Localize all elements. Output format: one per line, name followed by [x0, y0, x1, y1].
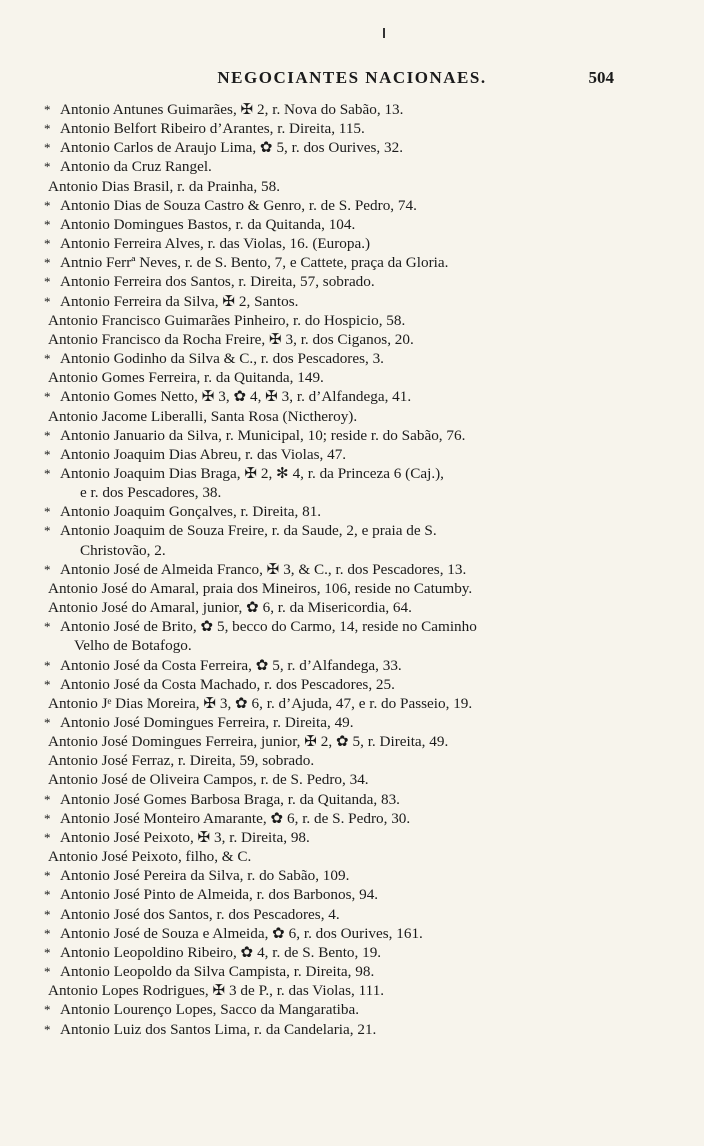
directory-entry	[48, 330, 628, 349]
directory-entry	[44, 905, 628, 924]
entry-text: Antonio José Peixoto, filho, & C.	[48, 848, 252, 866]
entry-text: Antonio Dias de Souza Castro & Genro, r. de S. Pedro, 74.	[60, 196, 417, 214]
entry-text: Antonio Lourenço Lopes, Sacco da Mangaratiba.	[60, 1001, 360, 1019]
entry-text: Antonio da Cruz Rangel.	[60, 158, 212, 176]
directory-entry	[48, 847, 628, 866]
member-star-icon: *	[44, 255, 51, 271]
member-star-icon: *	[44, 964, 51, 980]
entry-continuation: e r. dos Pescadores, 38.	[80, 484, 222, 502]
member-star-icon: *	[44, 829, 51, 845]
entry-text: Antonio Jacome Liberalli, Santa Rosa (Nictheroy).	[48, 407, 358, 425]
entry-text: Antonio José da Costa Ferreira, ✿ 5, r. d’Alfandega, 33.	[60, 656, 402, 674]
page-header	[0, 68, 704, 92]
entry-text: Antonio José do Amaral, praia dos Mineiros, 106, reside no Catumby.	[48, 579, 473, 597]
directory-entry	[44, 292, 628, 311]
entry-text: Antonio Januario da Silva, r. Municipal, 10; reside r. do Sabão, 76.	[60, 426, 466, 444]
member-star-icon: *	[44, 944, 51, 960]
directory-entry	[44, 157, 628, 176]
member-star-icon: *	[44, 619, 51, 635]
directory-entry	[48, 311, 628, 330]
member-star-icon: *	[44, 121, 51, 137]
directory-entry	[44, 713, 628, 732]
directory-entry	[48, 694, 628, 713]
directory-entry	[44, 885, 628, 904]
directory-entry	[44, 272, 628, 291]
member-star-icon: *	[44, 351, 51, 367]
directory-entry	[44, 866, 628, 885]
entry-text: Antonio Gomes Ferreira, r. da Quitanda, 149.	[48, 369, 324, 387]
directory-entry	[44, 119, 628, 138]
entry-text: Antonio Joaquim Dias Abreu, r. das Violas, 47.	[60, 445, 347, 463]
directory-entry	[44, 521, 628, 540]
directory-entry	[44, 560, 628, 579]
entry-text: Antonio José Pinto de Almeida, r. dos Barbonos, 94.	[60, 886, 379, 904]
member-star-icon: *	[44, 504, 51, 520]
member-star-icon: *	[44, 427, 51, 443]
entry-text: Antonio Godinho da Silva & C., r. dos Pescadores, 3.	[60, 350, 384, 368]
directory-entry	[44, 1000, 628, 1019]
entry-text: Antonio Domingues Bastos, r. da Quitanda, 104.	[60, 215, 356, 233]
page-number: 504	[588, 68, 614, 87]
directory-entry	[44, 445, 628, 464]
member-star-icon: *	[44, 791, 51, 807]
entry-text: Antonio Leopoldo da Silva Campista, r. Direita, 98.	[60, 963, 375, 981]
entry-text: Antonio Gomes Netto, ✠ 3, ✿ 4, ✠ 3, r. d’Alfandega, 41.	[60, 388, 412, 406]
member-star-icon: *	[44, 887, 51, 903]
entry-text: Antonio Dias Brasil, r. da Prainha, 58.	[48, 177, 281, 195]
entry-text: Antonio José Peixoto, ✠ 3, r. Direita, 98.	[60, 828, 310, 846]
directory-entry	[44, 790, 628, 809]
member-star-icon: *	[44, 197, 51, 213]
entry-text: Antonio Ferreira da Silva, ✠ 2, Santos.	[60, 292, 299, 310]
directory-entry	[44, 138, 628, 157]
member-star-icon: *	[44, 868, 51, 884]
entry-text: Antonio José Gomes Barbosa Braga, r. da Quitanda, 83.	[60, 790, 400, 808]
entry-continuation: Christovão, 2.	[80, 541, 166, 559]
member-star-icon: *	[44, 465, 51, 481]
member-star-icon: *	[44, 1002, 51, 1018]
member-star-icon: *	[44, 102, 51, 117]
member-star-icon: *	[44, 446, 51, 462]
directory-entry	[44, 962, 628, 981]
directory-entry	[44, 656, 628, 675]
member-star-icon: *	[44, 925, 51, 941]
entry-text: Antonio José Monteiro Amarante, ✿ 6, r. de S. Pedro, 30.	[60, 809, 411, 827]
entry-text: Antonio Antunes Guimarães, ✠ 2, r. Nova do Sabão, 13.	[60, 101, 404, 118]
entry-text: Antonio José do Amaral, junior, ✿ 6, r. da Misericordia, 64.	[48, 599, 412, 617]
page-mark	[383, 28, 385, 38]
directory-entry	[44, 215, 628, 234]
entry-text: Antonio Carlos de Araujo Lima, ✿ 5, r. dos Ourives, 32.	[60, 139, 404, 157]
directory-entry	[44, 387, 628, 406]
directory-entry	[48, 598, 628, 617]
entry-text: Antonio Joaquim Dias Braga, ✠ 2, ✻ 4, r. da Princeza 6 (Caj.),	[60, 464, 444, 482]
directory-entry	[44, 196, 628, 215]
directory-entry	[44, 809, 628, 828]
entry-text: Antonio Luiz dos Santos Lima, r. da Candelaria, 21.	[60, 1020, 377, 1038]
member-star-icon: *	[44, 676, 51, 692]
member-star-icon: *	[44, 389, 51, 405]
entry-text: Antonio Lopes Rodrigues, ✠ 3 de P., r. das Violas, 111.	[48, 982, 385, 1000]
directory-entry	[44, 675, 628, 694]
directory-entry	[44, 100, 628, 119]
directory-entry	[48, 177, 628, 196]
directory-entry	[44, 943, 628, 962]
page-title: NEGOCIANTES NACIONAES.	[217, 68, 487, 87]
member-star-icon: *	[44, 216, 51, 232]
entry-text: Antonio Jᵉ Dias Moreira, ✠ 3, ✿ 6, r. d’Ajuda, 47, e r. do Passeio, 19.	[48, 694, 473, 712]
entry-text: Antonio José de Souza e Almeida, ✿ 6, r. dos Ourives, 161.	[60, 924, 423, 942]
entry-text: Antonio José de Brito, ✿ 5, becco do Carmo, 14, reside no Caminho	[60, 618, 477, 636]
entry-text: Antonio José dos Santos, r. dos Pescadores, 4.	[60, 905, 340, 923]
directory-entry	[48, 407, 628, 426]
entry-text: Antonio José de Oliveira Campos, r. de S. Pedro, 34.	[48, 771, 369, 789]
directory-list	[44, 100, 628, 1039]
entry-text: Antonio Francisco Guimarães Pinheiro, r. do Hospicio, 58.	[48, 311, 406, 329]
directory-entry	[48, 770, 628, 789]
member-star-icon: *	[44, 523, 51, 539]
entry-text: Antonio José de Almeida Franco, ✠ 3, & C., r. dos Pescadores, 13.	[60, 560, 467, 578]
entry-text: Antonio José Pereira da Silva, r. do Sabão, 109.	[60, 867, 350, 885]
member-star-icon: *	[44, 274, 51, 290]
member-star-icon: *	[44, 906, 51, 922]
member-star-icon: *	[44, 159, 51, 175]
directory-entry	[44, 253, 628, 272]
member-star-icon: *	[44, 1021, 51, 1037]
member-star-icon: *	[44, 140, 51, 156]
entry-continuation: Velho de Botafogo.	[74, 637, 192, 655]
directory-entry	[44, 349, 628, 368]
directory-entry	[44, 1020, 628, 1039]
member-star-icon: *	[44, 236, 51, 252]
directory-entry	[44, 234, 628, 253]
entry-text: Antonio José da Costa Machado, r. dos Pescadores, 25.	[60, 675, 395, 693]
member-star-icon: *	[44, 293, 51, 309]
member-star-icon: *	[44, 561, 51, 577]
entry-text: Antonio Joaquim Gonçalves, r. Direita, 81.	[60, 503, 322, 521]
entry-text: Antonio Belfort Ribeiro d’Arantes, r. Direita, 115.	[60, 120, 365, 138]
entry-text: Antonio José Domingues Ferreira, junior, ✠ 2, ✿ 5, r. Direita, 49.	[48, 733, 449, 751]
entry-text: Antonio José Domingues Ferreira, r. Direita, 49.	[60, 714, 354, 731]
member-star-icon: *	[44, 657, 51, 673]
directory-entry	[44, 502, 628, 521]
directory-entry	[44, 828, 628, 847]
directory-entry	[48, 981, 628, 1000]
directory-entry	[48, 732, 628, 751]
member-star-icon: *	[44, 715, 51, 730]
directory-entry	[44, 464, 628, 483]
entry-text: Antonio Ferreira Alves, r. das Violas, 16. (Europa.)	[60, 235, 371, 253]
directory-entry	[48, 751, 628, 770]
entry-text: Antonio José Ferraz, r. Direita, 59, sobrado.	[48, 752, 315, 770]
directory-entry	[44, 924, 628, 943]
directory-entry	[48, 579, 628, 598]
member-star-icon: *	[44, 810, 51, 826]
entry-text: Antonio Francisco da Rocha Freire, ✠ 3, r. dos Ciganos, 20.	[48, 330, 414, 348]
entry-text: Antonio Leopoldino Ribeiro, ✿ 4, r. de S. Bento, 19.	[60, 943, 382, 961]
directory-entry	[48, 368, 628, 387]
directory-entry	[44, 617, 628, 636]
directory-entry	[44, 426, 628, 445]
entry-text: Antonio Ferreira dos Santos, r. Direita, 57, sobrado.	[60, 273, 375, 291]
entry-text: Antnio Ferrª Neves, r. de S. Bento, 7, e Cattete, praça da Gloria.	[60, 254, 449, 272]
entry-text: Antonio Joaquim de Souza Freire, r. da Saude, 2, e praia de S.	[60, 522, 437, 540]
